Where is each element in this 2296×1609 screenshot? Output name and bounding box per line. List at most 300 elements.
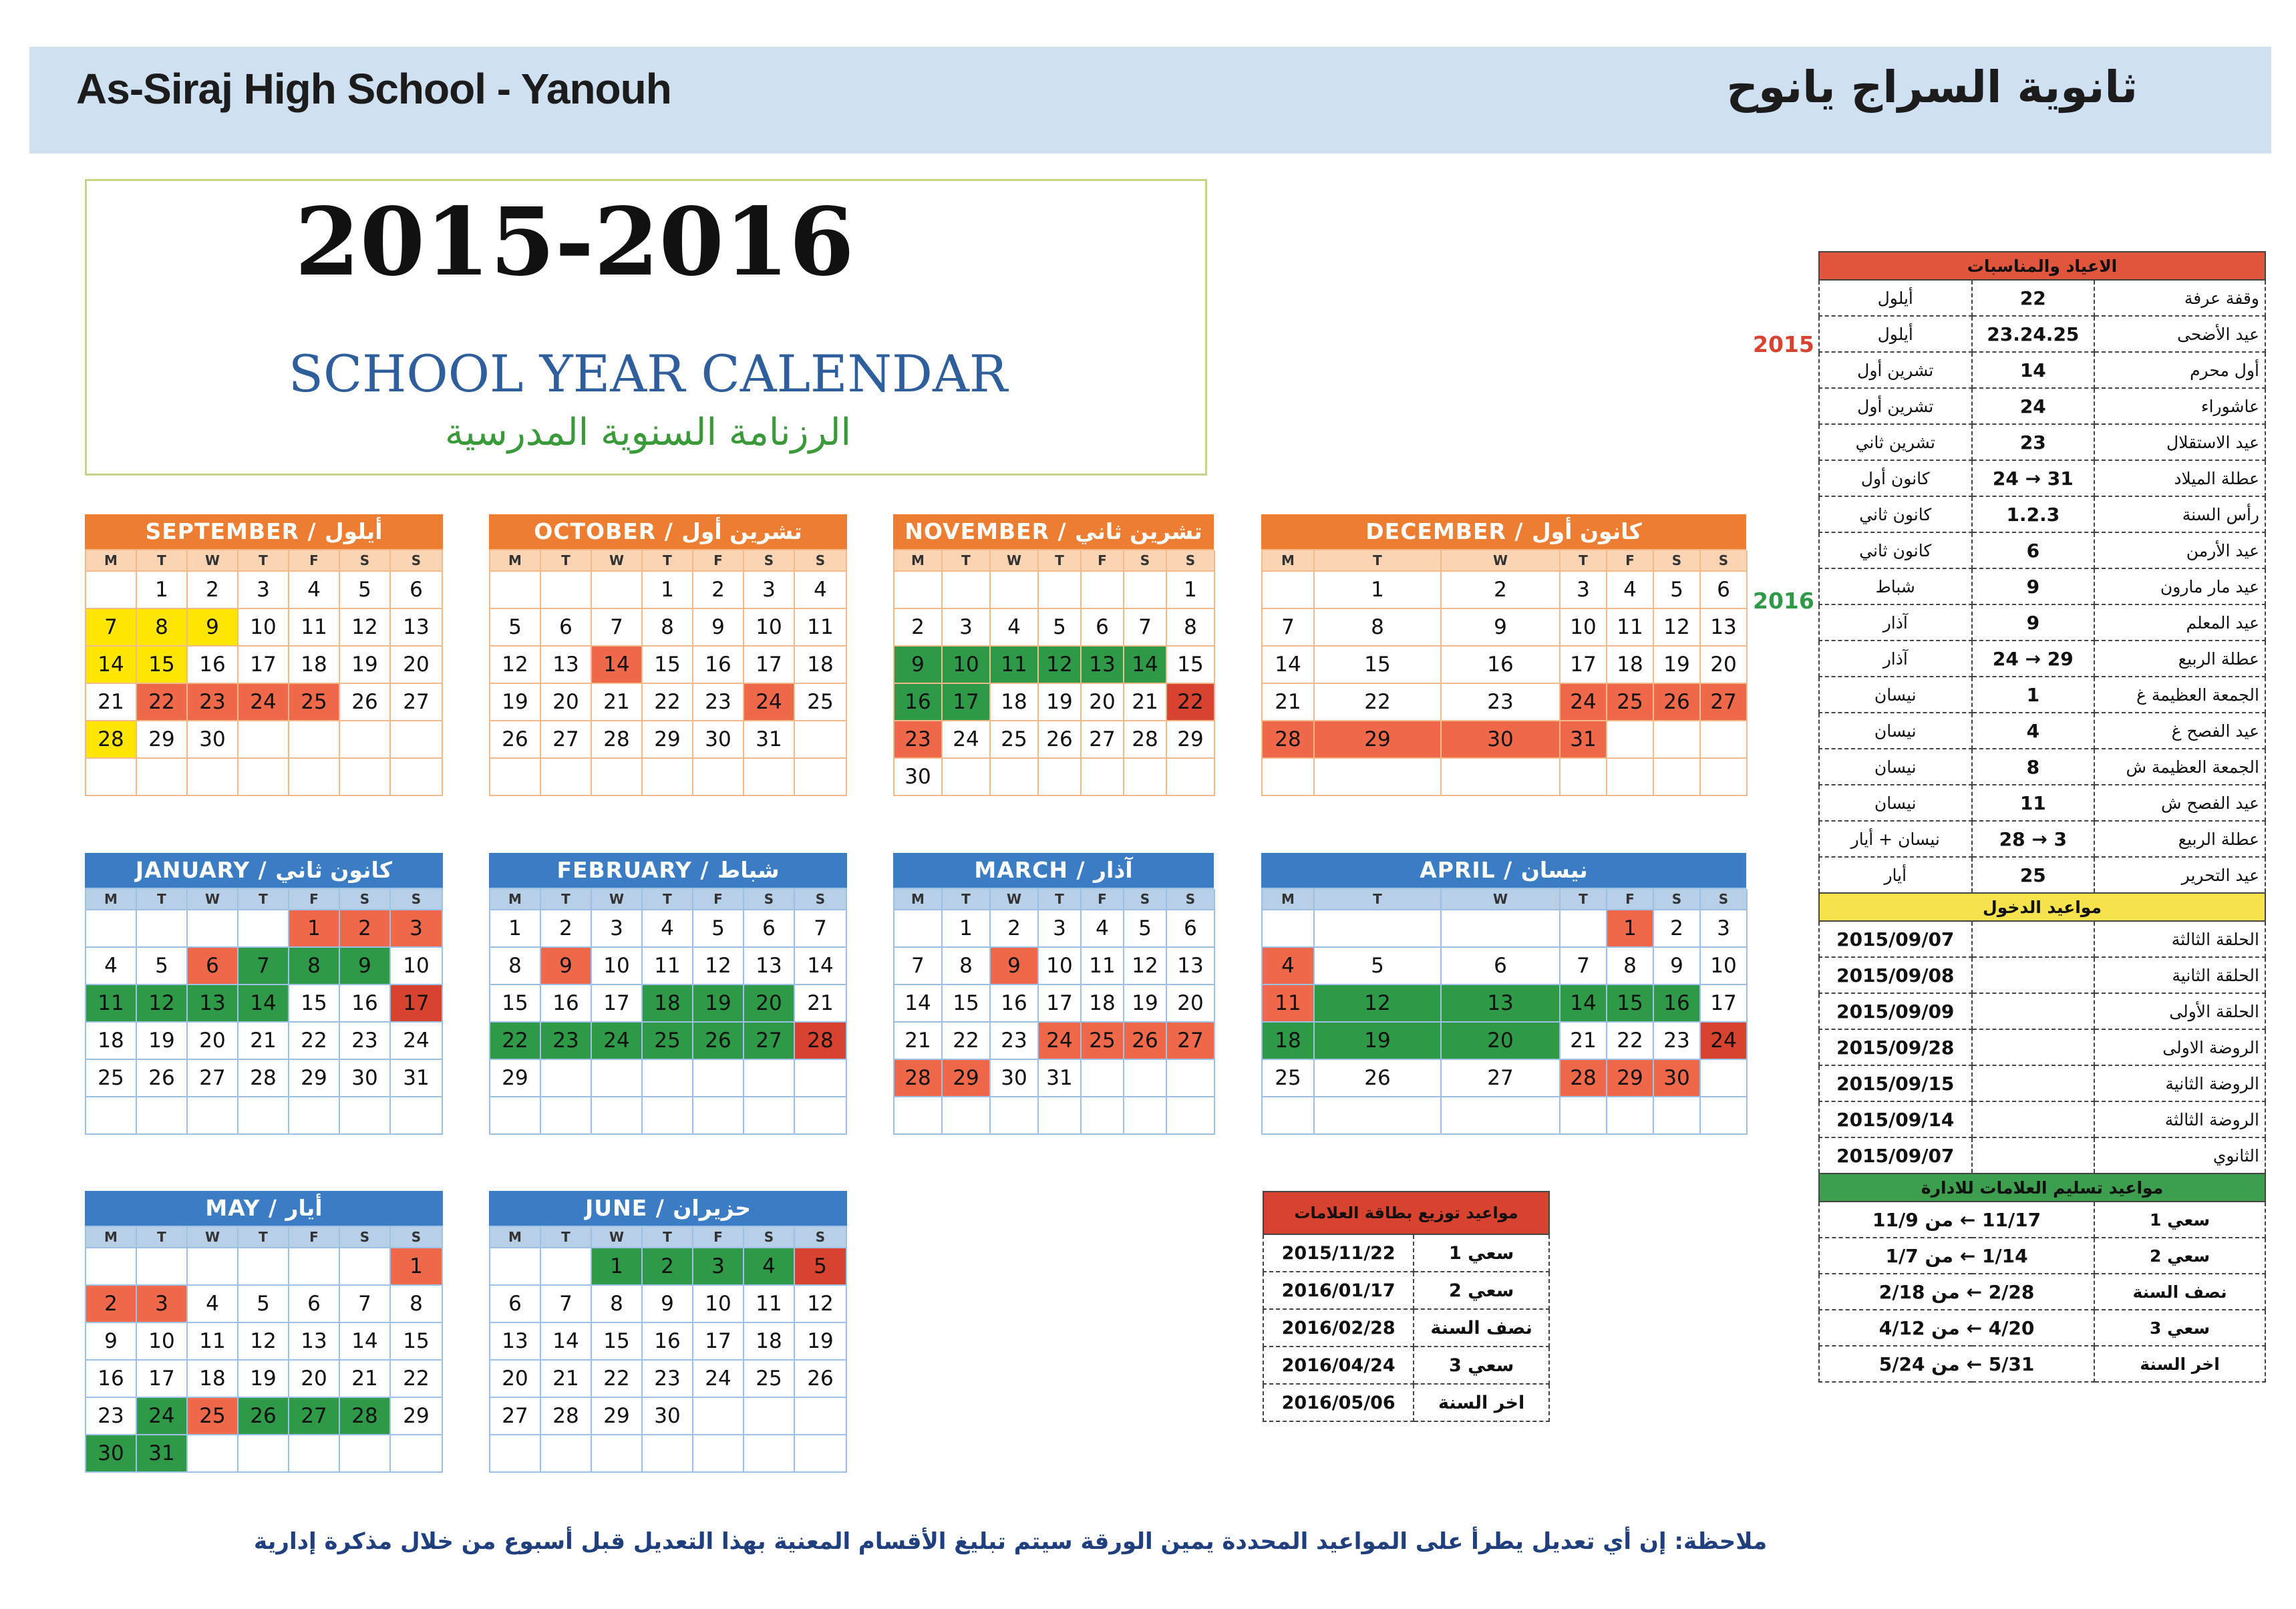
weekday-header: S — [340, 550, 391, 572]
empty-cell — [1082, 572, 1124, 609]
entry-row — [1819, 1101, 2265, 1137]
day-cell: 10 — [1039, 948, 1082, 985]
day-cell: 28 — [1124, 721, 1167, 759]
holiday-month: نيسان + أيار — [1819, 821, 1972, 857]
day-cell: 29 — [643, 721, 693, 759]
day-cell: 14 — [1263, 647, 1315, 684]
day-cell: 9 — [894, 647, 943, 684]
empty-cell — [592, 759, 643, 796]
day-cell: 12 — [1315, 985, 1442, 1023]
empty-cell — [744, 759, 795, 796]
empty-cell — [943, 759, 991, 796]
marks-header-row — [1263, 1192, 1549, 1234]
day-cell: 4 — [1263, 948, 1315, 985]
day-cell: 7 — [340, 1286, 391, 1323]
holiday-date: 9 — [1972, 604, 2095, 641]
day-cell: 26 — [693, 1023, 744, 1060]
empty-cell — [86, 910, 137, 948]
weekday-header: F — [1082, 550, 1124, 572]
grades-header-row — [1819, 1174, 2265, 1202]
empty-cell — [1701, 1060, 1748, 1097]
entry-date: 2015/09/07 — [1819, 1137, 1972, 1174]
holiday-row — [1819, 677, 2265, 713]
empty-cell — [795, 1398, 847, 1435]
grades-label: سعي 1 — [2094, 1202, 2265, 1238]
day-cell: 9 — [541, 948, 592, 985]
weekday-header: S — [1654, 889, 1701, 910]
day-cell: 19 — [795, 1323, 847, 1361]
empty-cell — [744, 1060, 795, 1097]
weekday-header: W — [592, 889, 643, 910]
day-cell: 17 — [592, 985, 643, 1023]
marks-date: 2016/04/24 — [1263, 1347, 1414, 1384]
empty-cell — [1701, 1097, 1748, 1135]
empty-cell — [541, 1248, 592, 1286]
day-cell: 7 — [1561, 948, 1607, 985]
day-cell: 24 — [137, 1398, 188, 1435]
day-cell: 3 — [1701, 910, 1748, 948]
day-cell: 2 — [1654, 910, 1701, 948]
day-cell: 9 — [1654, 948, 1701, 985]
day-cell: 5 — [1654, 572, 1701, 609]
day-cell: 5 — [795, 1248, 847, 1286]
day-cell: 10 — [238, 609, 289, 647]
day-cell: 24 — [1039, 1023, 1082, 1060]
day-cell: 2 — [894, 609, 943, 647]
month-title: OCTOBER / تشرين أول — [489, 514, 847, 549]
entry-row — [1819, 1137, 2265, 1174]
empty-cell — [238, 1248, 289, 1286]
day-cell: 3 — [592, 910, 643, 948]
day-cell: 30 — [991, 1060, 1039, 1097]
empty-cell — [86, 759, 137, 796]
section-header: مواعيد توزيع بطاقة العلامات — [1263, 1192, 1549, 1234]
marks-row — [1263, 1384, 1549, 1421]
day-cell: 28 — [1561, 1060, 1607, 1097]
day-cell: 23 — [643, 1361, 693, 1398]
day-cell: 9 — [1442, 609, 1561, 647]
day-cell: 28 — [894, 1060, 943, 1097]
holiday-name: عطلة الربيع — [2094, 821, 2265, 857]
day-cell: 16 — [894, 684, 943, 721]
weekday-header: S — [1654, 550, 1701, 572]
day-cell: 13 — [490, 1323, 541, 1361]
day-cell: 22 — [643, 684, 693, 721]
holiday-row — [1819, 460, 2265, 496]
day-cell: 4 — [991, 609, 1039, 647]
weekday-header: F — [289, 889, 340, 910]
empty-cell — [1167, 759, 1215, 796]
empty-cell — [340, 759, 391, 796]
empty-cell — [795, 721, 847, 759]
empty-cell — [1315, 1097, 1442, 1135]
day-cell: 28 — [541, 1398, 592, 1435]
day-cell: 18 — [188, 1361, 238, 1398]
holidays-table — [1818, 251, 2266, 1383]
empty-cell — [643, 1435, 693, 1473]
day-cell: 27 — [188, 1060, 238, 1097]
day-cell: 30 — [894, 759, 943, 796]
holiday-name: عاشوراء — [2094, 388, 2265, 424]
day-cell: 2 — [86, 1286, 137, 1323]
weekday-header: W — [188, 889, 238, 910]
holiday-row — [1819, 604, 2265, 641]
month-october — [489, 514, 847, 796]
entry-row — [1819, 957, 2265, 993]
empty-cell — [541, 1435, 592, 1473]
empty-cell — [137, 910, 188, 948]
day-cell: 10 — [693, 1286, 744, 1323]
day-cell: 7 — [541, 1286, 592, 1323]
day-cell: 6 — [1701, 572, 1748, 609]
day-cell: 25 — [1082, 1023, 1124, 1060]
day-cell: 16 — [1654, 985, 1701, 1023]
day-cell: 17 — [943, 684, 991, 721]
day-cell: 9 — [188, 609, 238, 647]
day-cell: 7 — [894, 948, 943, 985]
day-cell: 1 — [1315, 572, 1442, 609]
empty-cell — [137, 759, 188, 796]
weekday-header: M — [86, 550, 137, 572]
holiday-name: رأس السنة — [2094, 496, 2265, 532]
weekday-header: F — [1607, 889, 1654, 910]
weekday-header: W — [991, 550, 1039, 572]
holiday-name: الجمعة العظيمة ش — [2094, 749, 2265, 785]
weekday-header: T — [943, 550, 991, 572]
day-cell: 28 — [340, 1398, 391, 1435]
weekday-header: F — [693, 1227, 744, 1248]
day-cell: 28 — [238, 1060, 289, 1097]
holiday-row — [1819, 857, 2265, 893]
marks-label: سعي 3 — [1414, 1347, 1549, 1384]
empty-cell — [1039, 572, 1082, 609]
day-cell: 12 — [693, 948, 744, 985]
entry-row — [1819, 1065, 2265, 1101]
holiday-date: 4 — [1972, 713, 2095, 749]
weekday-header: F — [1082, 889, 1124, 910]
day-cell: 12 — [238, 1323, 289, 1361]
month-february — [489, 853, 847, 1135]
weekday-header: T — [541, 1227, 592, 1248]
day-cell: 13 — [289, 1323, 340, 1361]
empty-cell — [289, 759, 340, 796]
month-title: APRIL / نيسان — [1261, 853, 1746, 888]
day-cell: 5 — [340, 572, 391, 609]
day-cell: 16 — [1442, 647, 1561, 684]
empty-cell — [1701, 721, 1748, 759]
day-cell: 30 — [1654, 1060, 1701, 1097]
day-cell: 13 — [1082, 647, 1124, 684]
day-cell: 10 — [1561, 609, 1607, 647]
day-cell: 22 — [391, 1361, 443, 1398]
day-cell: 24 — [238, 684, 289, 721]
day-cell: 3 — [744, 572, 795, 609]
empty-cell — [1039, 759, 1082, 796]
weekday-header: M — [1263, 889, 1315, 910]
empty-cell — [86, 572, 137, 609]
empty-cell — [541, 1060, 592, 1097]
empty-cell — [238, 721, 289, 759]
day-cell: 5 — [693, 910, 744, 948]
weekday-header: F — [1607, 550, 1654, 572]
empty-cell — [894, 910, 943, 948]
day-cell: 3 — [1039, 910, 1082, 948]
empty-cell — [490, 1097, 541, 1135]
holiday-name: الجمعة العظيمة غ — [2094, 677, 2265, 713]
holiday-date: 23.24.25 — [1972, 316, 2095, 352]
empty-cell — [894, 1097, 943, 1135]
day-cell: 13 — [1167, 948, 1215, 985]
day-cell: 27 — [289, 1398, 340, 1435]
day-cell: 4 — [795, 572, 847, 609]
day-cell: 6 — [289, 1286, 340, 1323]
day-cell: 29 — [289, 1060, 340, 1097]
day-cell: 11 — [289, 609, 340, 647]
day-cell: 15 — [391, 1323, 443, 1361]
holiday-name: عيد الاستقلال — [2094, 424, 2265, 460]
day-cell: 9 — [340, 948, 391, 985]
grades-label: اخر السنة — [2094, 1346, 2265, 1382]
day-cell: 13 — [1701, 609, 1748, 647]
empty-cell — [592, 572, 643, 609]
empty-cell — [1561, 1097, 1607, 1135]
day-cell: 7 — [86, 609, 137, 647]
weekday-header: S — [1167, 889, 1215, 910]
empty-cell — [391, 1435, 443, 1473]
month-april — [1261, 853, 1746, 1135]
day-cell: 11 — [744, 1286, 795, 1323]
holiday-month: كانون ثاني — [1819, 532, 1972, 568]
weekday-header: W — [1442, 550, 1561, 572]
day-cell: 23 — [1442, 684, 1561, 721]
grades-row — [1819, 1202, 2265, 1238]
empty-cell — [943, 1097, 991, 1135]
day-cell: 2 — [643, 1248, 693, 1286]
month-december — [1261, 514, 1746, 796]
day-cell: 15 — [943, 985, 991, 1023]
day-cell: 8 — [943, 948, 991, 985]
subtitle-en: SCHOOL YEAR CALENDAR — [288, 344, 1008, 403]
weekday-header: T — [238, 1227, 289, 1248]
day-cell: 3 — [943, 609, 991, 647]
day-cell: 17 — [744, 647, 795, 684]
empty-cell — [289, 1097, 340, 1135]
school-year: 2015-2016 — [295, 188, 854, 297]
day-cell: 19 — [1039, 684, 1082, 721]
day-cell: 11 — [1607, 609, 1654, 647]
weekday-header: M — [86, 889, 137, 910]
day-cell: 2 — [541, 910, 592, 948]
month-title: FEBRUARY / شباط — [489, 853, 847, 888]
day-cell: 27 — [541, 721, 592, 759]
holiday-month: نيسان — [1819, 677, 1972, 713]
holiday-name: وقفة عرفة — [2094, 280, 2265, 316]
empty-cell — [541, 572, 592, 609]
day-cell: 20 — [391, 647, 443, 684]
day-cell: 26 — [1654, 684, 1701, 721]
day-cell: 6 — [188, 948, 238, 985]
day-cell: 17 — [1561, 647, 1607, 684]
day-cell: 15 — [289, 985, 340, 1023]
day-cell: 17 — [1039, 985, 1082, 1023]
day-cell: 3 — [238, 572, 289, 609]
marks-label: سعي 1 — [1414, 1234, 1549, 1272]
day-cell: 10 — [1701, 948, 1748, 985]
day-cell: 13 — [541, 647, 592, 684]
weekday-header: W — [1442, 889, 1561, 910]
empty-cell — [1561, 759, 1607, 796]
day-cell: 22 — [137, 684, 188, 721]
holiday-month: آذار — [1819, 604, 1972, 641]
day-cell: 14 — [1124, 647, 1167, 684]
day-cell: 18 — [643, 985, 693, 1023]
day-cell: 26 — [1315, 1060, 1442, 1097]
day-cell: 31 — [391, 1060, 443, 1097]
weekday-header: M — [894, 889, 943, 910]
day-cell: 22 — [490, 1023, 541, 1060]
day-cell: 19 — [490, 684, 541, 721]
day-cell: 16 — [340, 985, 391, 1023]
weekday-header: T — [137, 889, 188, 910]
weekday-header: W — [188, 1227, 238, 1248]
holiday-row — [1819, 496, 2265, 532]
marks-row — [1263, 1234, 1549, 1272]
day-cell: 18 — [289, 647, 340, 684]
holiday-row — [1819, 388, 2265, 424]
holiday-name: عطلة الربيع — [2094, 641, 2265, 677]
day-cell: 31 — [744, 721, 795, 759]
day-cell: 18 — [795, 647, 847, 684]
day-cell: 25 — [86, 1060, 137, 1097]
weekday-header: M — [490, 550, 541, 572]
empty-cell — [391, 1097, 443, 1135]
holiday-date: 24 — [1972, 388, 2095, 424]
empty-cell — [1082, 1097, 1124, 1135]
day-cell: 23 — [188, 684, 238, 721]
empty-cell — [541, 759, 592, 796]
day-cell: 29 — [1167, 721, 1215, 759]
day-cell: 14 — [1561, 985, 1607, 1023]
day-cell: 21 — [795, 985, 847, 1023]
day-cell: 24 — [744, 684, 795, 721]
day-cell: 27 — [744, 1023, 795, 1060]
day-cell: 16 — [541, 985, 592, 1023]
day-cell: 6 — [1082, 609, 1124, 647]
weekday-header: S — [795, 550, 847, 572]
marks-row — [1263, 1272, 1549, 1309]
day-cell: 10 — [137, 1323, 188, 1361]
empty-cell — [991, 759, 1039, 796]
day-cell: 18 — [991, 684, 1039, 721]
day-cell: 5 — [1315, 948, 1442, 985]
day-cell: 25 — [1607, 684, 1654, 721]
weekday-header: T — [943, 889, 991, 910]
day-cell: 29 — [391, 1398, 443, 1435]
weekday-header: S — [1701, 550, 1748, 572]
day-cell: 7 — [1263, 609, 1315, 647]
day-cell: 28 — [795, 1023, 847, 1060]
day-cell: 20 — [289, 1361, 340, 1398]
empty-cell — [795, 759, 847, 796]
holiday-month: تشرين أول — [1819, 388, 1972, 424]
day-cell: 14 — [86, 647, 137, 684]
weekday-header: T — [1561, 550, 1607, 572]
entry-row — [1819, 1029, 2265, 1065]
weekday-header: S — [744, 550, 795, 572]
day-cell: 12 — [1654, 609, 1701, 647]
empty-cell — [289, 1248, 340, 1286]
weekday-header: S — [795, 1227, 847, 1248]
day-cell: 30 — [188, 721, 238, 759]
day-cell: 30 — [693, 721, 744, 759]
day-cell: 8 — [137, 609, 188, 647]
marks-label: سعي 2 — [1414, 1272, 1549, 1309]
day-cell: 24 — [693, 1361, 744, 1398]
empty-cell — [238, 759, 289, 796]
subtitle-ar: الرزنامة السنوية المدرسية — [444, 411, 852, 454]
holiday-month: نيسان — [1819, 713, 1972, 749]
weekday-header: T — [238, 550, 289, 572]
empty-cell — [1263, 910, 1315, 948]
empty-cell — [238, 1097, 289, 1135]
day-cell: 12 — [490, 647, 541, 684]
day-cell: 2 — [340, 910, 391, 948]
day-cell: 2 — [991, 910, 1039, 948]
weekday-header: T — [1039, 550, 1082, 572]
day-cell: 15 — [643, 647, 693, 684]
holiday-date: 11 — [1972, 785, 2095, 821]
empty-cell — [1654, 1097, 1701, 1135]
day-cell: 4 — [188, 1286, 238, 1323]
day-cell: 8 — [1607, 948, 1654, 985]
day-cell: 3 — [1561, 572, 1607, 609]
day-cell: 5 — [1039, 609, 1082, 647]
empty-cell — [1607, 1097, 1654, 1135]
day-cell: 8 — [1167, 609, 1215, 647]
school-name-ar: ثانوية السراج يانوح — [1726, 61, 2138, 113]
month-june — [489, 1191, 847, 1473]
entry-blank — [1972, 1029, 2095, 1065]
day-cell: 25 — [744, 1361, 795, 1398]
day-cell: 23 — [86, 1398, 137, 1435]
empty-cell — [643, 1060, 693, 1097]
day-cell: 15 — [592, 1323, 643, 1361]
weekday-header: T — [1039, 889, 1082, 910]
month-title: DECEMBER / كانون أول — [1261, 514, 1746, 549]
day-cell: 17 — [137, 1361, 188, 1398]
holiday-month: أيار — [1819, 857, 1972, 893]
grades-row — [1819, 1346, 2265, 1382]
day-cell: 11 — [643, 948, 693, 985]
day-cell: 17 — [1701, 985, 1748, 1023]
holiday-row — [1819, 821, 2265, 857]
day-cell: 6 — [744, 910, 795, 948]
day-cell: 1 — [592, 1248, 643, 1286]
day-cell: 29 — [137, 721, 188, 759]
section-header: الاعياد والمناسبات — [1819, 252, 2265, 280]
weekday-header: M — [894, 550, 943, 572]
weekday-header: S — [1167, 550, 1215, 572]
day-cell: 23 — [1654, 1023, 1701, 1060]
month-title: SEPTEMBER / أيلول — [85, 514, 443, 549]
day-cell: 12 — [1039, 647, 1082, 684]
day-cell: 13 — [1442, 985, 1561, 1023]
empty-cell — [592, 1435, 643, 1473]
day-cell: 4 — [1607, 572, 1654, 609]
empty-cell — [1654, 759, 1701, 796]
empty-cell — [592, 1097, 643, 1135]
empty-cell — [795, 1435, 847, 1473]
